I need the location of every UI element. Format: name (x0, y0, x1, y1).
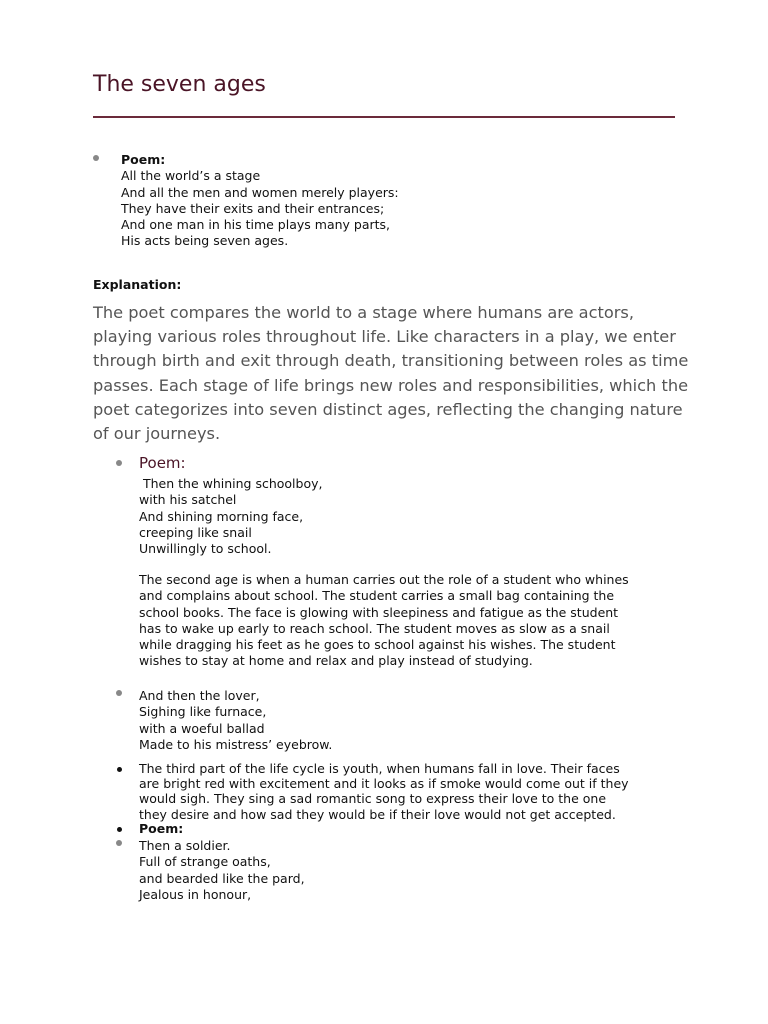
paragraph-line: has to wake up early to reach school. The student moves as slow as a snail (139, 620, 610, 636)
poem-line: Full of strange oaths, (139, 854, 271, 870)
explanation-paragraph-2 (139, 572, 629, 670)
explanation-paragraph-3 (139, 761, 629, 822)
poem-line: creeping like snail (139, 524, 252, 540)
explanation-line: through birth and exit through death, transitioning between roles as time (93, 351, 689, 371)
poem-line: Then the whining schoolboy, (139, 476, 323, 491)
paragraph-line: and complains about school. The student carries a small bag containing the (139, 588, 615, 604)
page-title: The seven ages (93, 72, 266, 97)
poem-line: And all the men and women merely players: (121, 184, 399, 200)
explanation-line: of our journeys. (93, 424, 221, 444)
poem-line: Then a soldier. (139, 838, 231, 853)
explanation-line: poet categorizes into seven distinct ages, reflecting the changing nature (93, 399, 683, 419)
poem-line: Sighing like furnace, (139, 704, 267, 720)
paragraph-line: The third part of the life cycle is youth, when humans fall in love. Their faces (139, 761, 620, 776)
bullet-icon (116, 840, 122, 846)
paragraph-line: The second age is when a human carries out the role of a student who whines (139, 572, 629, 587)
poem-line: And one man in his time plays many parts, (121, 217, 391, 233)
poem-line: Jealous in honour, (139, 886, 252, 902)
paragraph-line: school books. The face is glowing with sleepiness and fatigue as the student (139, 604, 619, 620)
paragraph-line: they desire and how sad they would be if their love would not get accepted. (139, 806, 616, 822)
poem-label: Poem: (139, 454, 186, 472)
bullet-icon (116, 460, 122, 466)
bullet-icon (117, 827, 122, 832)
explanation-heading: Explanation: (93, 277, 182, 292)
explanation-line: passes. Each stage of life brings new roles and responsibilities, which the (93, 375, 689, 395)
paragraph-line: while dragging his feet as he goes to school against his wishes. The student (139, 637, 616, 653)
explanation-line: playing various roles throughout life. Like characters in a play, we enter (93, 327, 676, 347)
poem-section-4 (139, 838, 305, 903)
paragraph-line: wishes to stay at home and relax and play instead of studying. (139, 653, 533, 669)
explanation-line: The poet compares the world to a stage where humans are actors, (93, 303, 634, 322)
paragraph-line: are bright red with excitement and it looks as if smoke would come out if they (139, 776, 629, 792)
poem-line: All the world’s a stage (121, 168, 261, 184)
paragraph-line: would sigh. They sing a sad romantic song to express their love to the one (139, 791, 607, 807)
poem-section-1 (121, 152, 399, 250)
poem-line: with his satchel (139, 492, 237, 508)
bullet-icon (117, 767, 122, 772)
bullet-icon (93, 155, 99, 161)
poem-label: Poem: (121, 152, 166, 167)
poem-line: Made to his mistress’ eyebrow. (139, 736, 333, 752)
poem-line: And then the lover, (139, 688, 260, 703)
poem-section-2 (139, 476, 322, 557)
poem-section-3 (139, 688, 332, 753)
poem-line: with a woeful ballad (139, 720, 265, 736)
poem-line: And shining morning face, (139, 508, 304, 524)
title-underline (93, 116, 675, 118)
poem-label: Poem: (139, 821, 184, 836)
poem-line: and bearded like the pard, (139, 870, 305, 886)
explanation-text (93, 301, 689, 446)
poem-line: His acts being seven ages. (121, 233, 289, 249)
bullet-icon (116, 690, 122, 696)
poem-line: They have their exits and their entrances; (121, 200, 385, 216)
poem-line: Unwillingly to school. (139, 541, 272, 557)
